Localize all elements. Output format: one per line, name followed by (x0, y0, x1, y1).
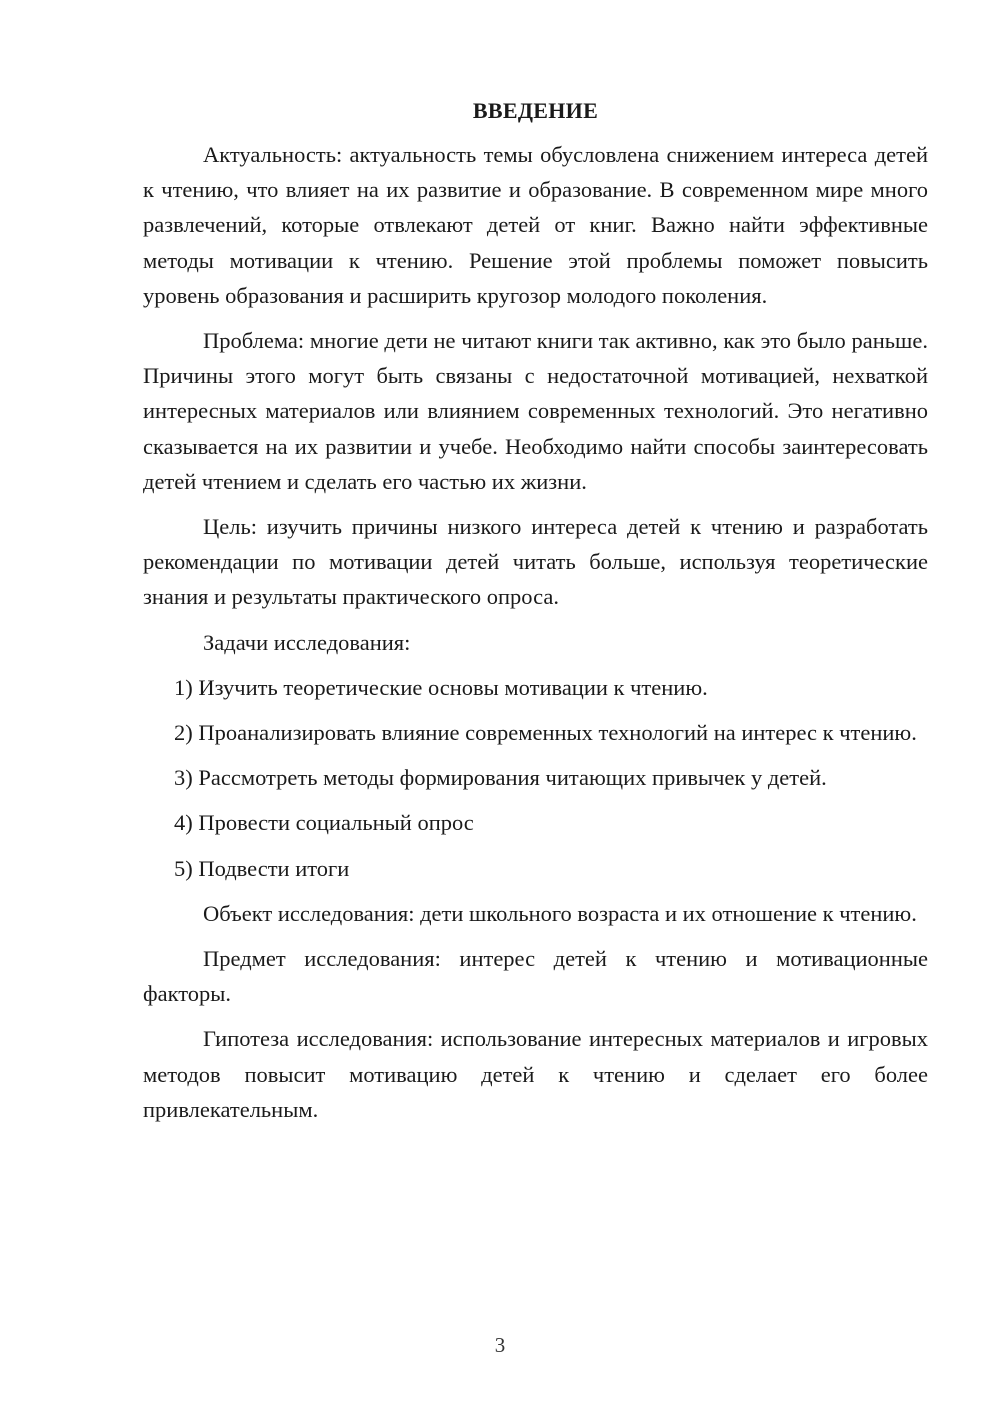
object-paragraph: Объект исследования: дети школьного возраста и их отношение к чтению. (203, 900, 917, 926)
hypothesis-paragraph: Гипотеза исследования: использование интересных материалов и игровых методов повысит мотивацию детей к чтению и сделает его более привлекательным. (143, 1026, 928, 1122)
list-item: 5) Подвести итоги (174, 855, 350, 881)
page-number: 3 (494, 1333, 506, 1357)
list-item: 3) Рассмотреть методы формирования читающих привычек у детей. (174, 765, 827, 791)
list-item: 4) Провести социальный опрос (174, 810, 474, 836)
list-item: 2) Проанализировать влияние современных технологий на интерес к чтению. (174, 720, 917, 746)
list-item: 1) Изучить теоретические основы мотивации к чтению. (174, 674, 708, 700)
goal-paragraph: Цель: изучить причины низкого интереса детей к чтению и разработать рекомендации по мотивации детей читать больше, используя теоретические знания и результаты практического опроса. (143, 514, 928, 610)
problem-paragraph: Проблема: многие дети не читают книги так активно, как это было раньше. Причины этого могут быть связаны с недостаточной мотивацией, нехваткой интересных материалов или влиянием современных технологий. Это негативно сказывается на их развитии и учебе. Необходимо найти способы заинтересовать детей чтением и сделать его частью их жизни. (143, 328, 928, 494)
tasks-list (143, 670, 928, 886)
tasks-heading: Задачи исследования: (203, 629, 411, 655)
relevance-paragraph: Актуальность: актуальность темы обусловлена снижением интереса детей к чтению, что влияет на их развитие и образование. В современном мире много развлечений, которые отвлекают детей от книг. Важно найти эффективные методы мотивации к чтению. Решение этой проблемы поможет повысить уровень образования и расширить кругозор молодого поколения. (143, 142, 928, 308)
document-page (143, 94, 928, 1137)
page-title: ВВЕДЕНИЕ (472, 98, 599, 123)
subject-paragraph: Предмет исследования: интерес детей к чтению и мотивационные факторы. (143, 946, 928, 1007)
